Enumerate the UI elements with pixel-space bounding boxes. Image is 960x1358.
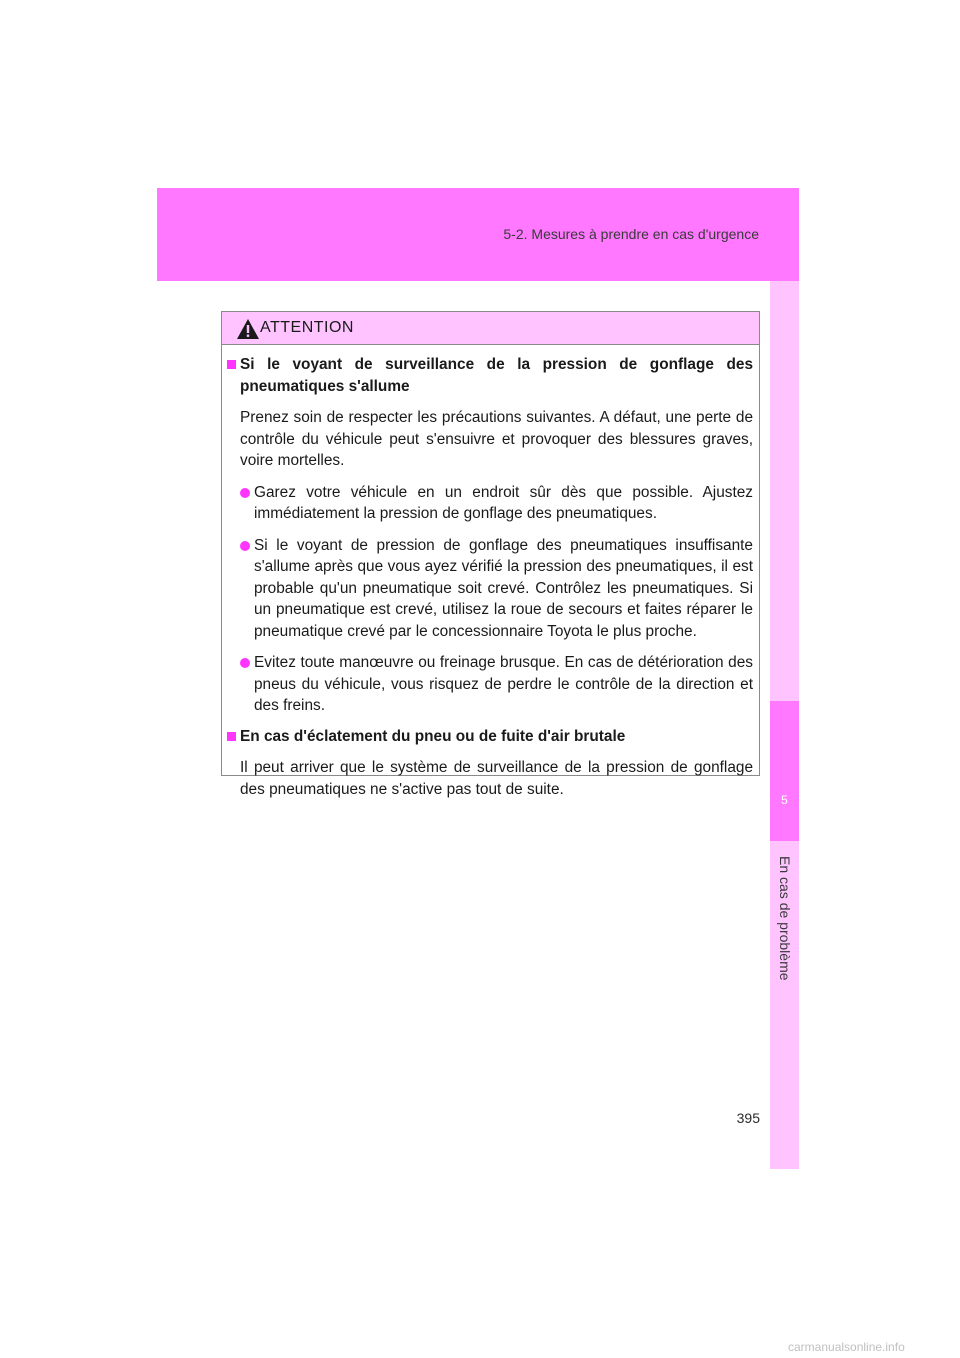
section-text: Il peut arriver que le système de surveillance de la pression de gonflage des pneumatiques ne s'active pas tout de suite. bbox=[240, 759, 753, 798]
section-heading-text: En cas d'éclatement du pneu ou de fuite d'air brutale bbox=[240, 727, 626, 745]
circle-bullet-icon bbox=[240, 488, 250, 498]
circle-bullet-icon bbox=[240, 658, 250, 668]
square-bullet-icon bbox=[227, 360, 236, 369]
list-item bbox=[240, 482, 753, 525]
chapter-number: 5 bbox=[781, 793, 788, 807]
list-item-text: Si le voyant de pression de gonflage des pneumatiques insuffisante s'allume après que vous ayez vérifié la pression des pneumatiques, il est probable qu'un pneumatique soit crevé. Contrôlez les pneumatiques. Si un pneumatique est crevé, utilisez la roue de secours et faites réparer le pneumatique crevé par le concessionnaire Toyota le plus proche. bbox=[254, 536, 753, 640]
section-heading bbox=[227, 726, 753, 748]
section-intro: Prenez soin de respecter les précautions suivantes. A défaut, une perte de contrôle du véhicule peut s'ensuivre et provoquer des blessures graves, voire mortelles. bbox=[240, 409, 753, 469]
circle-bullet-icon bbox=[240, 541, 250, 551]
caution-title: ATTENTION bbox=[260, 319, 354, 336]
header-band bbox=[157, 188, 799, 281]
section-heading bbox=[227, 354, 753, 397]
warning-icon bbox=[236, 318, 260, 340]
section-title: 5-2. Mesures à prendre en cas d'urgence bbox=[503, 226, 759, 242]
list-item-text: Evitez toute manœuvre ou freinage brusque. En cas de détérioration des pneus du véhicule, vous risquez de perdre le contrôle de la direction et des freins. bbox=[254, 654, 753, 714]
section-heading-text: Si le voyant de surveillance de la pression de gonflage des pneumatiques s'allume bbox=[240, 356, 753, 395]
chapter-tab-active bbox=[770, 701, 799, 841]
caution-header bbox=[222, 312, 759, 345]
list-item bbox=[240, 535, 753, 643]
caution-body bbox=[222, 345, 759, 800]
square-bullet-icon bbox=[227, 732, 236, 741]
list-item-text: Garez votre véhicule en un endroit sûr dès que possible. Ajustez immédiatement la pression de gonflage des pneumatiques. bbox=[254, 483, 753, 522]
chapter-side-tab bbox=[770, 281, 799, 1169]
page-number: 395 bbox=[736, 1110, 760, 1126]
chapter-label: En cas de problème bbox=[777, 856, 793, 981]
caution-box bbox=[221, 311, 760, 798]
watermark: carmanualsonline.info bbox=[788, 1340, 905, 1354]
list-item bbox=[240, 652, 753, 717]
